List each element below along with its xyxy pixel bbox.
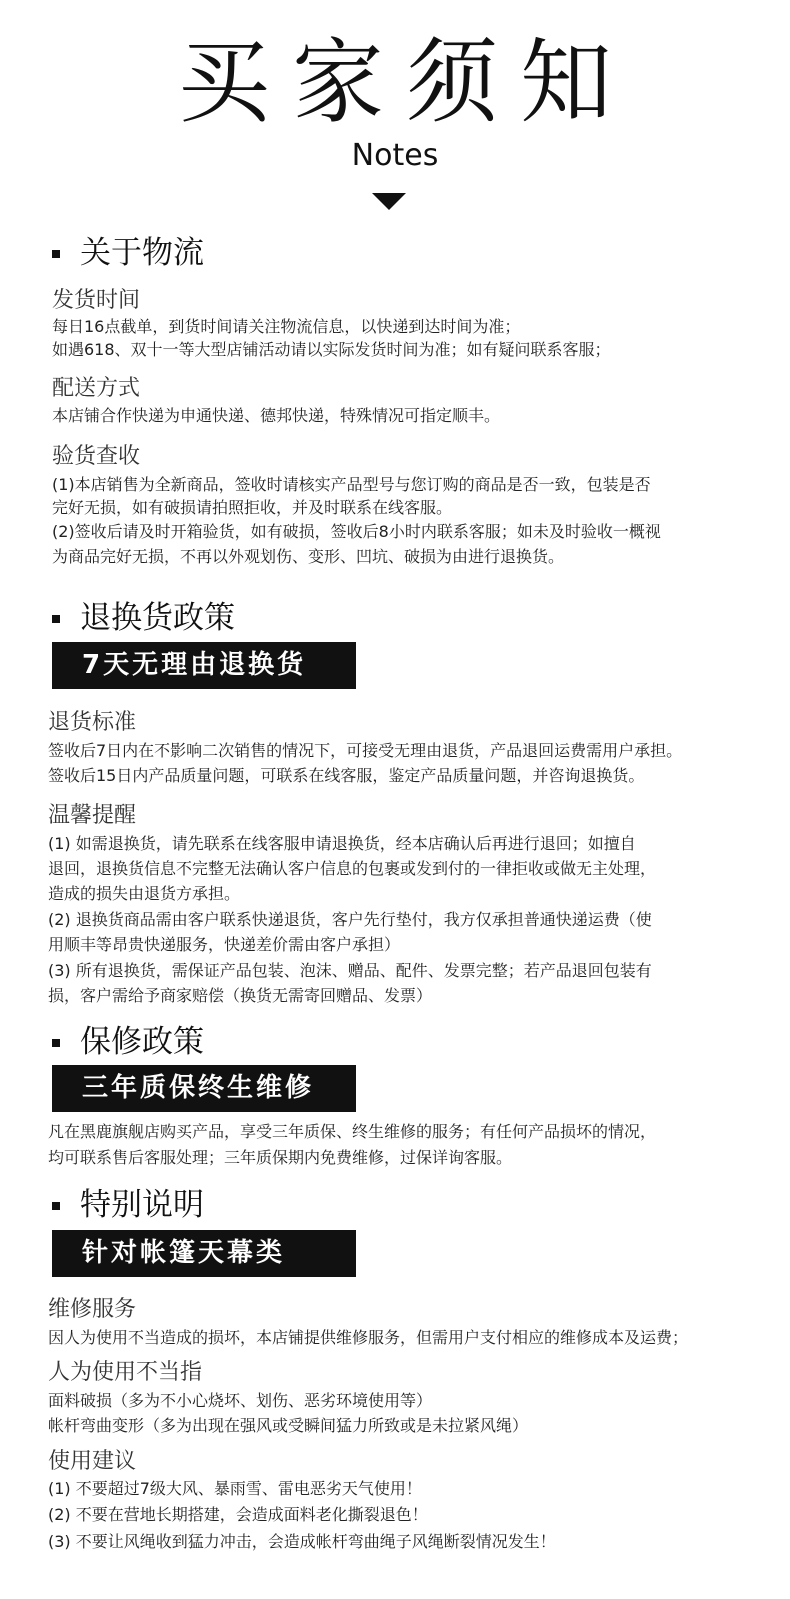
reminder-line: (1) 如需退换货，请先联系在线客服申请退换货，经本店确认后再进行退回；如擅自 (48, 834, 636, 853)
inspection-heading: 验货查收 (52, 444, 141, 469)
returns-banner: 7天无理由退换货 (52, 642, 356, 689)
square-bullet-icon (52, 1202, 60, 1210)
misuse-line: 帐杆弯曲变形（多为出现在强风或受瞬间猛力所致或是未拉紧风绳） (48, 1416, 529, 1435)
misuse-line: 面料破损（多为不小心烧坏、划伤、恶劣环境使用等） (48, 1391, 433, 1410)
page-subtitle: Notes (351, 138, 439, 173)
square-bullet-icon (52, 1039, 60, 1047)
inspection-line: 为商品完好无损，不再以外观划伤、变形、凹坑、破损为由进行退换货。 (52, 547, 565, 566)
warranty-banner: 三年质保终生维修 (52, 1065, 356, 1112)
advice-line: (1) 不要超过7级大风、暴雨雪、雷电恶劣天气使用！ (48, 1479, 422, 1498)
advice-line: (2) 不要在营地长期搭建，会造成面料老化撕裂退色！ (48, 1505, 428, 1524)
return-standard-line: 签收后15日内产品质量问题，可联系在线客服，鉴定产品质量问题，并咨询退换货。 (48, 766, 645, 785)
misuse-heading: 人为使用不当指 (48, 1360, 203, 1385)
reminder-heading: 温馨提醒 (48, 803, 137, 828)
down-triangle-icon (372, 193, 406, 210)
reminder-line: 退回，退换货信息不完整无法确认客户信息的包裹或发到付的一律拒收或做无主处理， (48, 859, 657, 878)
delivery-line: 本店铺合作快递为申通快递、德邦快递，特殊情况可指定顺丰。 (52, 406, 501, 425)
section-header-warranty (52, 1022, 204, 1062)
page-title: 买家须知 (177, 29, 634, 136)
section-header-special (52, 1185, 204, 1225)
return-standard-line: 签收后7日内在不影响二次销售的情况下，可接受无理由退货，产品退回运费需用户承担。 (48, 741, 683, 760)
warranty-line: 凡在黑鹿旗舰店购买产品，享受三年质保、终生维修的服务；有任何产品损坏的情况， (48, 1122, 657, 1141)
repair-line: 因人为使用不当造成的损坏，本店铺提供维修服务，但需用户支付相应的维修成本及运费； (48, 1328, 689, 1347)
square-bullet-icon (52, 615, 60, 623)
inspection-line: (2)签收后请及时开箱验货，如有破损，签收后8小时内联系客服；如未及时验收一概视 (52, 522, 661, 541)
inspection-line: 完好无损，如有破损请拍照拒收，并及时联系在线客服。 (52, 498, 453, 517)
warranty-line: 均可联系售后客服处理；三年质保期内免费维修，过保详询客服。 (48, 1148, 513, 1167)
repair-heading: 维修服务 (48, 1297, 137, 1322)
advice-heading: 使用建议 (48, 1449, 137, 1474)
section-title: 退换货政策 (80, 600, 235, 636)
ship-time-line: 如遇618、双十一等大型店铺活动请以实际发货时间为准；如有疑问联系客服； (52, 340, 611, 359)
ship-time-line: 每日16点截单，到货时间请关注物流信息，以快递到达时间为准； (52, 317, 521, 336)
section-title: 特别说明 (80, 1187, 204, 1223)
advice-line: (3) 不要让风绳收到猛力冲击，会造成帐杆弯曲绳子风绳断裂情况发生！ (48, 1532, 556, 1551)
reminder-line: 用顺丰等昂贵快递服务，快递差价需由客户承担） (48, 935, 401, 954)
special-banner: 针对帐篷天幕类 (52, 1230, 356, 1277)
section-title: 保修政策 (80, 1024, 204, 1060)
inspection-line: (1)本店销售为全新商品，签收时请核实产品型号与您订购的商品是否一致，包装是否 (52, 475, 651, 494)
ship-time-heading: 发货时间 (52, 288, 141, 313)
return-standard-heading: 退货标准 (48, 710, 137, 735)
reminder-line: 造成的损失由退货方承担。 (48, 884, 241, 903)
reminder-line: (2) 退换货商品需由客户联系快递退货，客户先行垫付，我方仅承担普通快递运费（使 (48, 910, 652, 929)
section-header-returns (52, 598, 235, 638)
section-title: 关于物流 (80, 235, 204, 271)
section-header-logistics (52, 233, 204, 273)
reminder-line: (3) 所有退换货，需保证产品包装、泡沫、赠品、配件、发票完整；若产品退回包装有 (48, 961, 652, 980)
square-bullet-icon (52, 250, 60, 258)
reminder-line: 损，客户需给予商家赔偿（换货无需寄回赠品、发票） (48, 986, 433, 1005)
delivery-heading: 配送方式 (52, 376, 141, 401)
